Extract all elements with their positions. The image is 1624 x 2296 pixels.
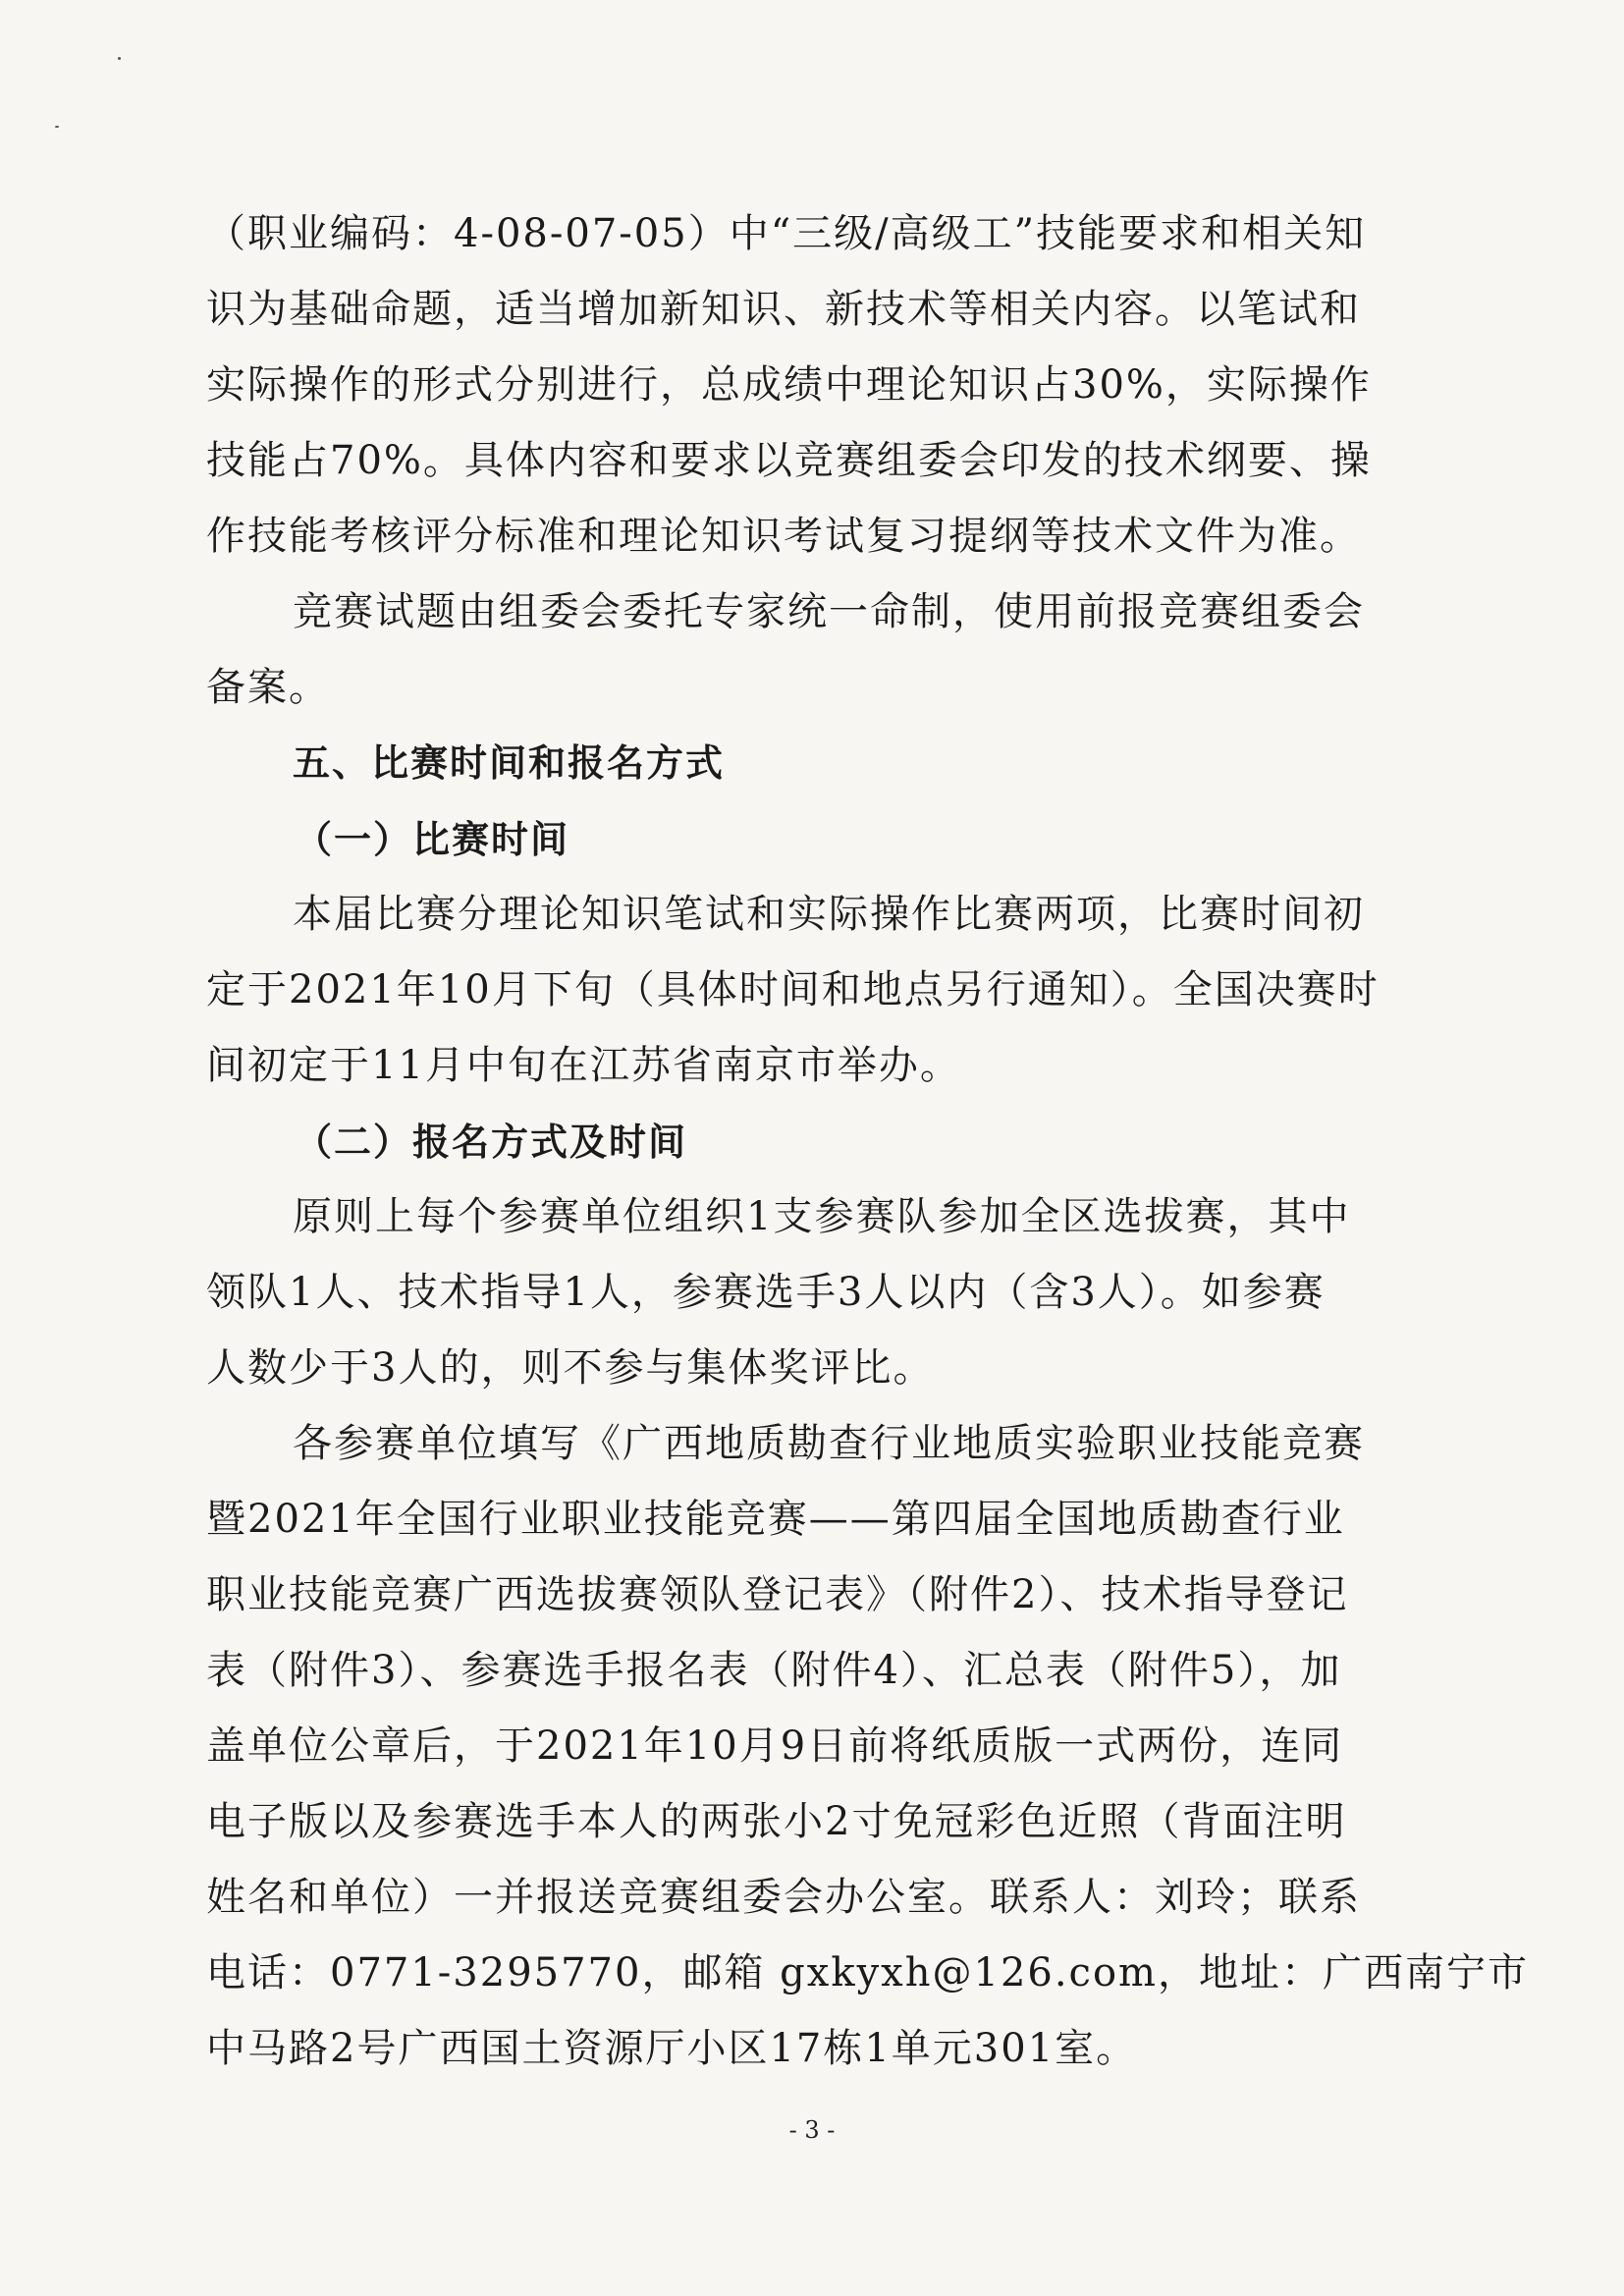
document-body xyxy=(206,196,1529,2087)
paragraph-team-composition xyxy=(206,1179,1424,1406)
paragraph-exam-questions xyxy=(206,574,1424,726)
subsection-heading-time: （一）比赛时间 xyxy=(295,817,570,861)
text-line: 各参赛单位填写《广西地质勘查行业地质实验职业技能竞赛 xyxy=(293,1421,1365,1466)
text-line: 人数少于3人的，则不参与集体奖评比。 xyxy=(206,1345,935,1391)
text-line: 间初定于11月中旬在江苏省南京市举办。 xyxy=(206,1043,961,1088)
text-line: 职业技能竞赛广西选拔赛领队登记表》（附件2）、技术指导登记 xyxy=(206,1572,1349,1617)
text-line: 实际操作的形式分别进行，总成绩中理论知识占30%，实际操作 xyxy=(206,362,1372,408)
text-line: 盖单位公章后，于2021年10月9日前将纸质版一式两份，连同 xyxy=(206,1723,1344,1769)
section-heading: 五、比赛时间和报名方式 xyxy=(293,741,726,785)
text-line: 识为基础命题，适当增加新知识、新技术等相关内容。以笔试和 xyxy=(206,287,1361,332)
paragraph-competition-time xyxy=(206,877,1424,1104)
subsection-heading-registration: （二）报名方式及时间 xyxy=(295,1120,688,1164)
text-line: 电话：0771-3295770，邮箱 gxkyxh@126.com，地址：广西南宁市 xyxy=(206,1950,1529,1995)
text-line: 电子版以及参赛选手本人的两张小2寸免冠彩色近照（背面注明 xyxy=(206,1799,1347,1844)
text-line: 技能占70%。具体内容和要求以竞赛组委会印发的技术纲要、操 xyxy=(206,438,1372,483)
text-line: 中马路2号广西国土资源厅小区17栋1单元301室。 xyxy=(206,2026,1138,2071)
text-line: 姓名和单位）一并报送竞赛组委会办公室。联系人：刘玲；联系 xyxy=(206,1875,1361,1920)
paragraph-exam-basis xyxy=(206,196,1424,574)
scan-speck xyxy=(118,57,121,60)
text-line: 竞赛试题由组委会委托专家统一命制，使用前报竞赛组委会 xyxy=(293,589,1365,634)
text-line: 原则上每个参赛单位组织1支参赛队参加全区选拔赛，其中 xyxy=(293,1194,1351,1239)
text-line: 表（附件3）、参赛选手报名表（附件4）、汇总表（附件5），加 xyxy=(206,1648,1342,1693)
text-line: （职业编码：4-08-07-05）中“三级/高级工”技能要求和相关知 xyxy=(206,211,1367,256)
text-line: 定于2021年10月下旬（具体时间和地点另行通知）。全国决赛时 xyxy=(206,967,1380,1012)
text-line: 备案。 xyxy=(206,665,330,710)
text-line: 领队1人、技术指导1人，参赛选手3人以内（含3人）。如参赛 xyxy=(206,1270,1326,1315)
text-line: 暨2021年全国行业职业技能竞赛——第四届全国地质勘查行业 xyxy=(206,1497,1345,1542)
text-line: 作技能考核评分标准和理论知识考试复习提纲等技术文件为准。 xyxy=(206,514,1361,559)
text-line: 本届比赛分理论知识笔试和实际操作比赛两项，比赛时间初 xyxy=(293,892,1365,937)
page-number: - 3 - xyxy=(788,2116,836,2144)
paragraph-registration-procedure xyxy=(206,1406,1529,2087)
scan-speck xyxy=(55,126,59,128)
